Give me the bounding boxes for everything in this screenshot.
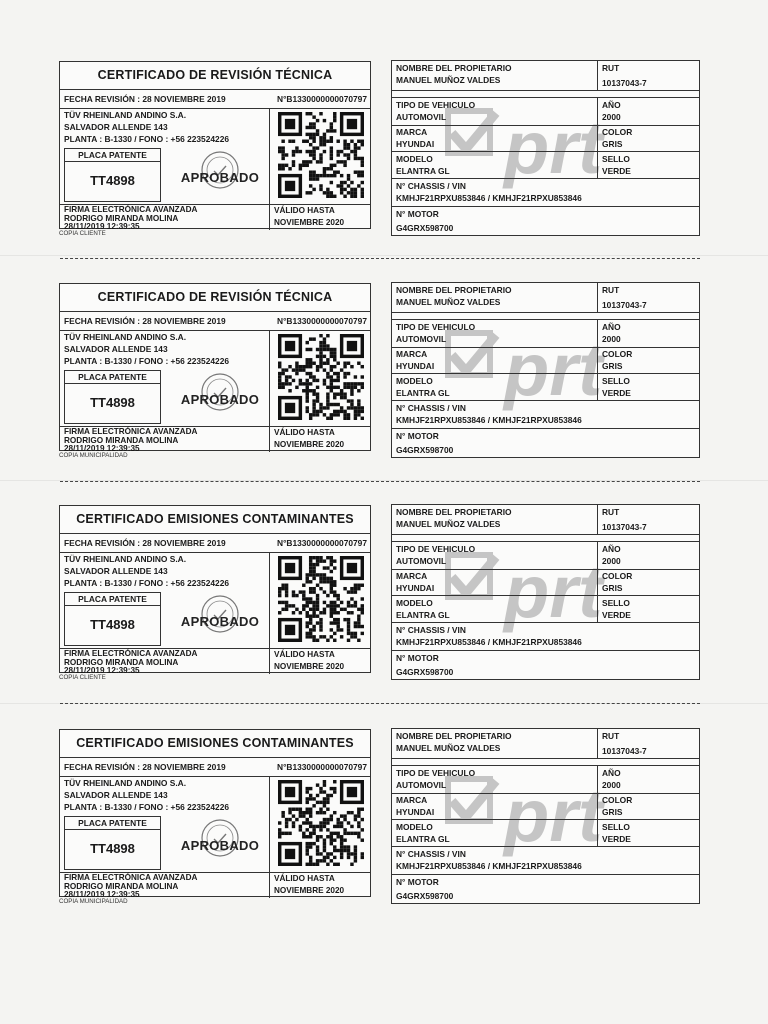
qr-code-icon [278,780,364,866]
color-value: GRIS [602,583,623,593]
company-name: TÜV RHEINLAND ANDINO S.A. [64,332,187,342]
company-plant: PLANTA : B-1330 / FONO : +56 223524226 [64,134,230,144]
company-plant: PLANTA : B-1330 / FONO : +56 223524226 [64,356,230,366]
make-label: MARCA [396,349,428,359]
signature-timestamp: 28/11/2019 12:39:35 [64,666,140,675]
make-label: MARCA [396,571,428,581]
model-label: MODELO [396,154,433,164]
signer-name: RODRIGO MIRANDA MOLINA [64,657,179,667]
year-cell [597,320,699,347]
seal-value: VERDE [602,610,631,620]
rut-label: RUT [602,731,620,741]
company-address: SALVADOR ALLENDE 143 [64,790,168,800]
type-cell [392,320,597,347]
model-cell [392,374,597,400]
color-cell [597,569,699,595]
copy-label: COPIA CLIENTE [59,230,106,237]
plate-number: TT4898 [90,841,135,856]
chassis-value: KMHJF21RPXU853846 / KMHJF21RPXU853846 [396,861,582,871]
copy-label: COPIA MUNICIPALIDAD [59,452,128,459]
owner-cell [392,729,597,758]
seal-cell [597,820,699,846]
signer-name: RODRIGO MIRANDA MOLINA [64,213,179,223]
owner-label: NOMBRE DEL PROPIETARIO [396,731,512,741]
seal-label: SELLO [602,822,630,832]
color-cell [597,125,699,151]
year-label: AÑO [602,322,621,332]
company-info [64,109,274,145]
color-cell [597,793,699,819]
color-label: COLOR [602,127,633,137]
company-info [64,331,274,367]
motor-row [392,207,699,235]
owner-name: MANUEL MUÑOZ VALDES [396,75,501,85]
year-value: 2000 [602,556,621,566]
make-value: HYUNDAI [396,807,435,817]
signature-timestamp: 28/11/2019 12:39:35 [64,890,140,899]
seal-value: VERDE [602,166,631,176]
model-label: MODELO [396,822,433,832]
plate-box [64,816,161,870]
validity [269,205,370,230]
vehicle-info-card [391,282,700,458]
company-name: TÜV RHEINLAND ANDINO S.A. [64,554,187,564]
model-label: MODELO [396,598,433,608]
chassis-row [392,179,699,207]
qr-code-icon [278,112,364,198]
status-label: APROBADO [180,170,260,185]
owner-row [392,61,699,91]
motor-value: G4GRX598700 [396,667,454,677]
chassis-cell [392,401,699,428]
motor-cell [392,875,699,903]
chassis-cell [392,847,699,874]
owner-row [392,283,699,313]
color-value: GRIS [602,139,623,149]
seal-label: SELLO [602,154,630,164]
chassis-label: N° CHASSIS / VIN [396,403,466,413]
model-row [392,374,699,401]
approval-status [170,606,270,638]
motor-row [392,875,699,903]
motor-value: G4GRX598700 [396,445,454,455]
owner-cell [392,505,597,534]
type-label: TIPO DE VEHICULO [396,322,476,332]
owner-name: MANUEL MUÑOZ VALDES [396,519,501,529]
valid-value: NOVIEMBRE 2020 [274,218,345,227]
certificate-block [0,61,768,251]
certificate-card [59,505,371,673]
certificate-title: CERTIFICADO EMISIONES CONTAMINANTES [60,506,370,534]
signature-type: FIRMA ELECTRÓNICA AVANZADA [64,873,198,882]
approval-status [170,162,270,194]
validity [269,649,370,674]
year-cell [597,542,699,569]
cut-line [60,258,700,259]
model-row [392,596,699,623]
owner-label: NOMBRE DEL PROPIETARIO [396,63,512,73]
valid-label: VÁLIDO HASTA [274,874,335,883]
certificate-card [59,283,371,451]
signature-row [60,648,370,674]
rut-value: 10137043-7 [602,300,647,310]
rut-label: RUT [602,285,620,295]
plate-label: PLACA PATENTE [65,371,160,384]
certificate-number: N°B1330000000070797 [277,762,367,772]
color-value: GRIS [602,807,623,817]
plate-box [64,148,161,202]
vehicle-info-card [391,728,700,904]
make-label: MARCA [396,795,428,805]
plate-label: PLACA PATENTE [65,817,160,830]
electronic-signature [64,650,197,676]
color-label: COLOR [602,795,633,805]
company-info [64,553,274,589]
signature-type: FIRMA ELECTRÓNICA AVANZADA [64,649,198,658]
type-label: TIPO DE VEHICULO [396,544,476,554]
qr-box [269,108,371,204]
signature-timestamp: 28/11/2019 12:39:35 [64,222,140,231]
company-address: SALVADOR ALLENDE 143 [64,344,168,354]
owner-name: MANUEL MUÑOZ VALDES [396,297,501,307]
signature-row [60,426,370,452]
motor-row [392,429,699,457]
make-cell [392,125,597,151]
type-value: AUTOMOVIL [396,334,447,344]
type-label: TIPO DE VEHICULO [396,768,476,778]
motor-label: N° MOTOR [396,653,439,663]
color-value: GRIS [602,361,623,371]
owner-row [392,729,699,759]
color-cell [597,347,699,373]
year-cell [597,98,699,125]
make-cell [392,569,597,595]
valid-value: NOVIEMBRE 2020 [274,886,345,895]
signer-name: RODRIGO MIRANDA MOLINA [64,881,179,891]
signature-row [60,204,370,230]
status-label: APROBADO [180,392,260,407]
rut-cell [597,729,699,758]
year-label: AÑO [602,544,621,554]
type-value: AUTOMOVIL [396,780,447,790]
type-value: AUTOMOVIL [396,556,447,566]
seal-value: VERDE [602,388,631,398]
model-cell [392,152,597,178]
model-value: ELANTRA GL [396,166,450,176]
seal-cell [597,596,699,622]
make-value: HYUNDAI [396,583,435,593]
review-date-row [60,758,370,777]
signature-type: FIRMA ELECTRÓNICA AVANZADA [64,427,198,436]
seal-label: SELLO [602,376,630,386]
model-cell [392,820,597,846]
type-row [392,97,699,126]
review-date: FECHA REVISIÓN : 28 NOVIEMBRE 2019 [64,94,226,104]
cut-line [60,481,700,482]
model-row [392,152,699,179]
review-date-row [60,312,370,331]
type-value: AUTOMOVIL [396,112,447,122]
certificate-title: CERTIFICADO DE REVISIÓN TÉCNICA [60,62,370,90]
signer-name: RODRIGO MIRANDA MOLINA [64,435,179,445]
chassis-row [392,847,699,875]
certificate-block [0,505,768,695]
status-label: APROBADO [180,838,260,853]
qr-code-icon [278,334,364,420]
company-info [64,777,274,813]
company-name: TÜV RHEINLAND ANDINO S.A. [64,778,187,788]
make-row [392,125,699,152]
chassis-row [392,623,699,651]
rut-value: 10137043-7 [602,746,647,756]
seal-value: VERDE [602,834,631,844]
company-address: SALVADOR ALLENDE 143 [64,122,168,132]
certificate-title: CERTIFICADO EMISIONES CONTAMINANTES [60,730,370,758]
chassis-cell [392,179,699,206]
electronic-signature [64,874,197,900]
make-row [392,347,699,374]
make-cell [392,347,597,373]
rut-value: 10137043-7 [602,522,647,532]
certificate-card [59,729,371,897]
color-label: COLOR [602,571,633,581]
chassis-row [392,401,699,429]
owner-cell [392,61,597,90]
rut-cell [597,505,699,534]
rut-cell [597,61,699,90]
seal-cell [597,374,699,400]
motor-label: N° MOTOR [396,431,439,441]
motor-cell [392,207,699,235]
rut-label: RUT [602,507,620,517]
plate-label: PLACA PATENTE [65,593,160,606]
plate-box [64,592,161,646]
review-date: FECHA REVISIÓN : 28 NOVIEMBRE 2019 [64,316,226,326]
qr-box [269,552,371,648]
company-address: SALVADOR ALLENDE 143 [64,566,168,576]
model-value: ELANTRA GL [396,388,450,398]
status-label: APROBADO [180,614,260,629]
prt-watermark-text: prt [504,328,603,411]
chassis-value: KMHJF21RPXU853846 / KMHJF21RPXU853846 [396,415,582,425]
certificate-number: N°B1330000000070797 [277,316,367,326]
plate-box [64,370,161,424]
year-value: 2000 [602,112,621,122]
valid-label: VÁLIDO HASTA [274,206,335,215]
make-row [392,569,699,596]
cut-line [60,703,700,704]
motor-value: G4GRX598700 [396,223,454,233]
company-plant: PLANTA : B-1330 / FONO : +56 223524226 [64,802,230,812]
year-label: AÑO [602,768,621,778]
certificate-block [0,283,768,473]
model-label: MODELO [396,376,433,386]
type-cell [392,766,597,793]
certificate-card [59,61,371,229]
make-value: HYUNDAI [396,139,435,149]
validity [269,427,370,452]
copy-label: COPIA MUNICIPALIDAD [59,898,128,905]
chassis-cell [392,623,699,650]
valid-label: VÁLIDO HASTA [274,428,335,437]
year-value: 2000 [602,334,621,344]
model-row [392,820,699,847]
qr-box [269,330,371,426]
qr-code-icon [278,556,364,642]
valid-value: NOVIEMBRE 2020 [274,440,345,449]
seal-label: SELLO [602,598,630,608]
rut-label: RUT [602,63,620,73]
signature-timestamp: 28/11/2019 12:39:35 [64,444,140,453]
chassis-label: N° CHASSIS / VIN [396,181,466,191]
owner-label: NOMBRE DEL PROPIETARIO [396,285,512,295]
motor-value: G4GRX598700 [396,891,454,901]
type-row [392,541,699,570]
valid-value: NOVIEMBRE 2020 [274,662,345,671]
validity [269,873,370,898]
motor-row [392,651,699,679]
model-value: ELANTRA GL [396,834,450,844]
company-name: TÜV RHEINLAND ANDINO S.A. [64,110,187,120]
certificate-block [0,729,768,919]
chassis-value: KMHJF21RPXU853846 / KMHJF21RPXU853846 [396,193,582,203]
copy-label: COPIA CLIENTE [59,674,106,681]
qr-box [269,776,371,872]
valid-label: VÁLIDO HASTA [274,650,335,659]
type-row [392,319,699,348]
make-row [392,793,699,820]
owner-cell [392,283,597,312]
prt-watermark-text: prt [504,774,603,857]
type-cell [392,98,597,125]
make-label: MARCA [396,127,428,137]
certificate-title: CERTIFICADO DE REVISIÓN TÉCNICA [60,284,370,312]
seal-cell [597,152,699,178]
type-row [392,765,699,794]
prt-watermark-text: prt [504,550,603,633]
approval-status [170,384,270,416]
rut-value: 10137043-7 [602,78,647,88]
year-label: AÑO [602,100,621,110]
type-cell [392,542,597,569]
type-label: TIPO DE VEHICULO [396,100,476,110]
review-date: FECHA REVISIÓN : 28 NOVIEMBRE 2019 [64,538,226,548]
company-plant: PLANTA : B-1330 / FONO : +56 223524226 [64,578,230,588]
owner-name: MANUEL MUÑOZ VALDES [396,743,501,753]
plate-label: PLACA PATENTE [65,149,160,162]
vehicle-info-card [391,60,700,236]
certificate-number: N°B1330000000070797 [277,538,367,548]
chassis-label: N° CHASSIS / VIN [396,625,466,635]
electronic-signature [64,206,197,232]
rut-cell [597,283,699,312]
year-value: 2000 [602,780,621,790]
electronic-signature [64,428,197,454]
approval-status [170,830,270,862]
make-value: HYUNDAI [396,361,435,371]
prt-watermark-text: prt [504,106,603,189]
signature-row [60,872,370,898]
chassis-value: KMHJF21RPXU853846 / KMHJF21RPXU853846 [396,637,582,647]
model-cell [392,596,597,622]
chassis-label: N° CHASSIS / VIN [396,849,466,859]
make-cell [392,793,597,819]
model-value: ELANTRA GL [396,610,450,620]
owner-label: NOMBRE DEL PROPIETARIO [396,507,512,517]
vehicle-info-card [391,504,700,680]
motor-label: N° MOTOR [396,209,439,219]
plate-number: TT4898 [90,395,135,410]
signature-type: FIRMA ELECTRÓNICA AVANZADA [64,205,198,214]
review-date-row [60,534,370,553]
certificate-number: N°B1330000000070797 [277,94,367,104]
color-label: COLOR [602,349,633,359]
plate-number: TT4898 [90,173,135,188]
review-date-row [60,90,370,109]
owner-row [392,505,699,535]
motor-cell [392,429,699,457]
plate-number: TT4898 [90,617,135,632]
motor-label: N° MOTOR [396,877,439,887]
review-date: FECHA REVISIÓN : 28 NOVIEMBRE 2019 [64,762,226,772]
year-cell [597,766,699,793]
motor-cell [392,651,699,679]
